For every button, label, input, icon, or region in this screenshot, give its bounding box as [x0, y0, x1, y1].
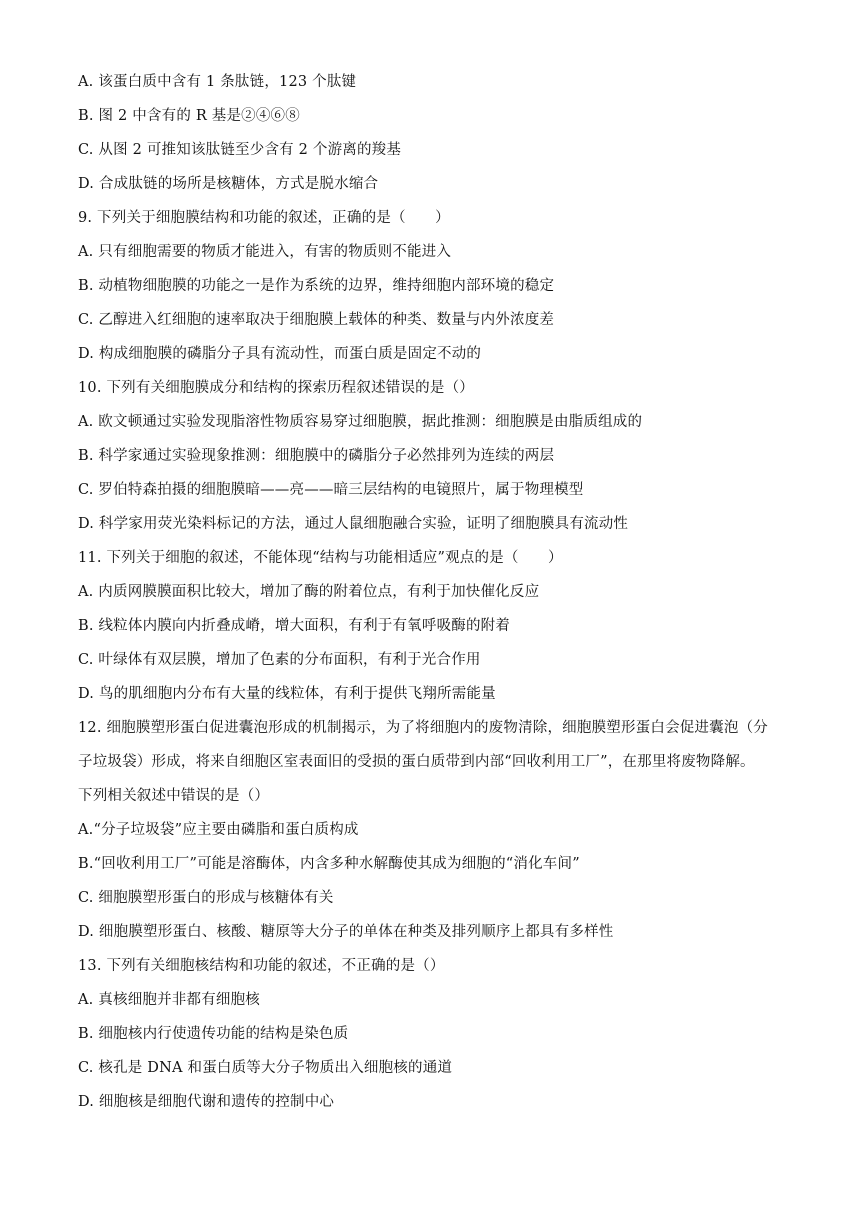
q11-stem: 11. 下列关于细胞的叙述，不能体现“结构与功能相适应”观点的是（ ） [78, 550, 563, 566]
q13-option-b: B. 细胞核内行使遗传功能的结构是染色质 [78, 1026, 349, 1042]
q10-option-b: B. 科学家通过实验现象推测：细胞膜中的磷脂分子必然排列为连续的两层 [78, 448, 555, 464]
q12-option-b: B.“回收利用工厂”可能是溶酶体，内含多种水解酶使其成为细胞的“消化车间” [78, 856, 580, 872]
q8-option-a: A. 该蛋白质中含有 1 条肽链，123 个肽键 [78, 74, 357, 90]
q11-option-b: B. 线粒体内膜向内折叠成嵴，增大面积，有利于有氧呼吸酶的附着 [78, 618, 511, 634]
q12-stem-line-1: 12. 细胞膜塑形蛋白促进囊泡形成的机制揭示，为了将细胞内的废物清除，细胞膜塑形蛋白会促进囊泡（分 [78, 720, 768, 736]
q11-option-d: D. 鸟的肌细胞内分布有大量的线粒体，有利于提供飞翔所需能量 [78, 686, 496, 702]
q11-option-a: A. 内质网膜膜面积比较大，增加了酶的附着位点，有利于加快催化反应 [78, 584, 540, 600]
q13-option-d: D. 细胞核是细胞代谢和遗传的控制中心 [78, 1094, 335, 1110]
q8-option-d: D. 合成肽链的场所是核糖体，方式是脱水缩合 [78, 176, 379, 192]
q10-option-d: D. 科学家用荧光染料标记的方法，通过人鼠细胞融合实验，证明了细胞膜具有流动性 [78, 516, 629, 532]
q9-stem: 9. 下列关于细胞膜结构和功能的叙述，正确的是（ ） [78, 210, 450, 226]
q8-option-b: B. 图 2 中含有的 R 基是②④⑥⑧ [78, 108, 300, 124]
q13-stem: 13. 下列有关细胞核结构和功能的叙述，不正确的是（） [78, 958, 445, 974]
q10-stem: 10. 下列有关细胞膜成分和结构的探索历程叙述错误的是（） [78, 380, 474, 396]
q9-option-c: C. 乙醇进入红细胞的速率取决于细胞膜上载体的种类、数量与内外浓度差 [78, 312, 555, 328]
q10-option-c: C. 罗伯特森拍摄的细胞膜暗——亮——暗三层结构的电镜照片，属于物理模型 [78, 482, 584, 498]
q13-option-a: A. 真核细胞并非都有细胞核 [78, 992, 260, 1008]
q12-option-a: A.“分子垃圾袋”应主要由磷脂和蛋白质构成 [78, 822, 359, 838]
q11-option-c: C. 叶绿体有双层膜，增加了色素的分布面积，有利于光合作用 [78, 652, 481, 668]
q12-stem-line-2: 子垃圾袋）形成，将来自细胞区室表面旧的受损的蛋白质带到内部“回收利用工厂”，在那里将废物降解。 [78, 754, 755, 770]
q9-option-b: B. 动植物细胞膜的功能之一是作为系统的边界，维持细胞内部环境的稳定 [78, 278, 555, 294]
q9-option-a: A. 只有细胞需要的物质才能进入，有害的物质则不能进入 [78, 244, 452, 260]
q12-stem-line-3: 下列相关叙述中错误的是（） [78, 788, 270, 804]
q12-option-c: C. 细胞膜塑形蛋白的形成与核糖体有关 [78, 890, 334, 906]
q9-option-d: D. 构成细胞膜的磷脂分子具有流动性，而蛋白质是固定不动的 [78, 346, 482, 362]
q10-option-a: A. 欧文顿通过实验发现脂溶性物质容易穿过细胞膜，据此推测：细胞膜是由脂质组成的 [78, 414, 643, 430]
q13-option-c: C. 核孔是 DNA 和蛋白质等大分子物质出入细胞核的通道 [78, 1060, 453, 1076]
q12-option-d: D. 细胞膜塑形蛋白、核酸、糖原等大分子的单体在种类及排列顺序上都具有多样性 [78, 924, 614, 940]
q8-option-c: C. 从图 2 可推知该肽链至少含有 2 个游离的羧基 [78, 142, 402, 158]
